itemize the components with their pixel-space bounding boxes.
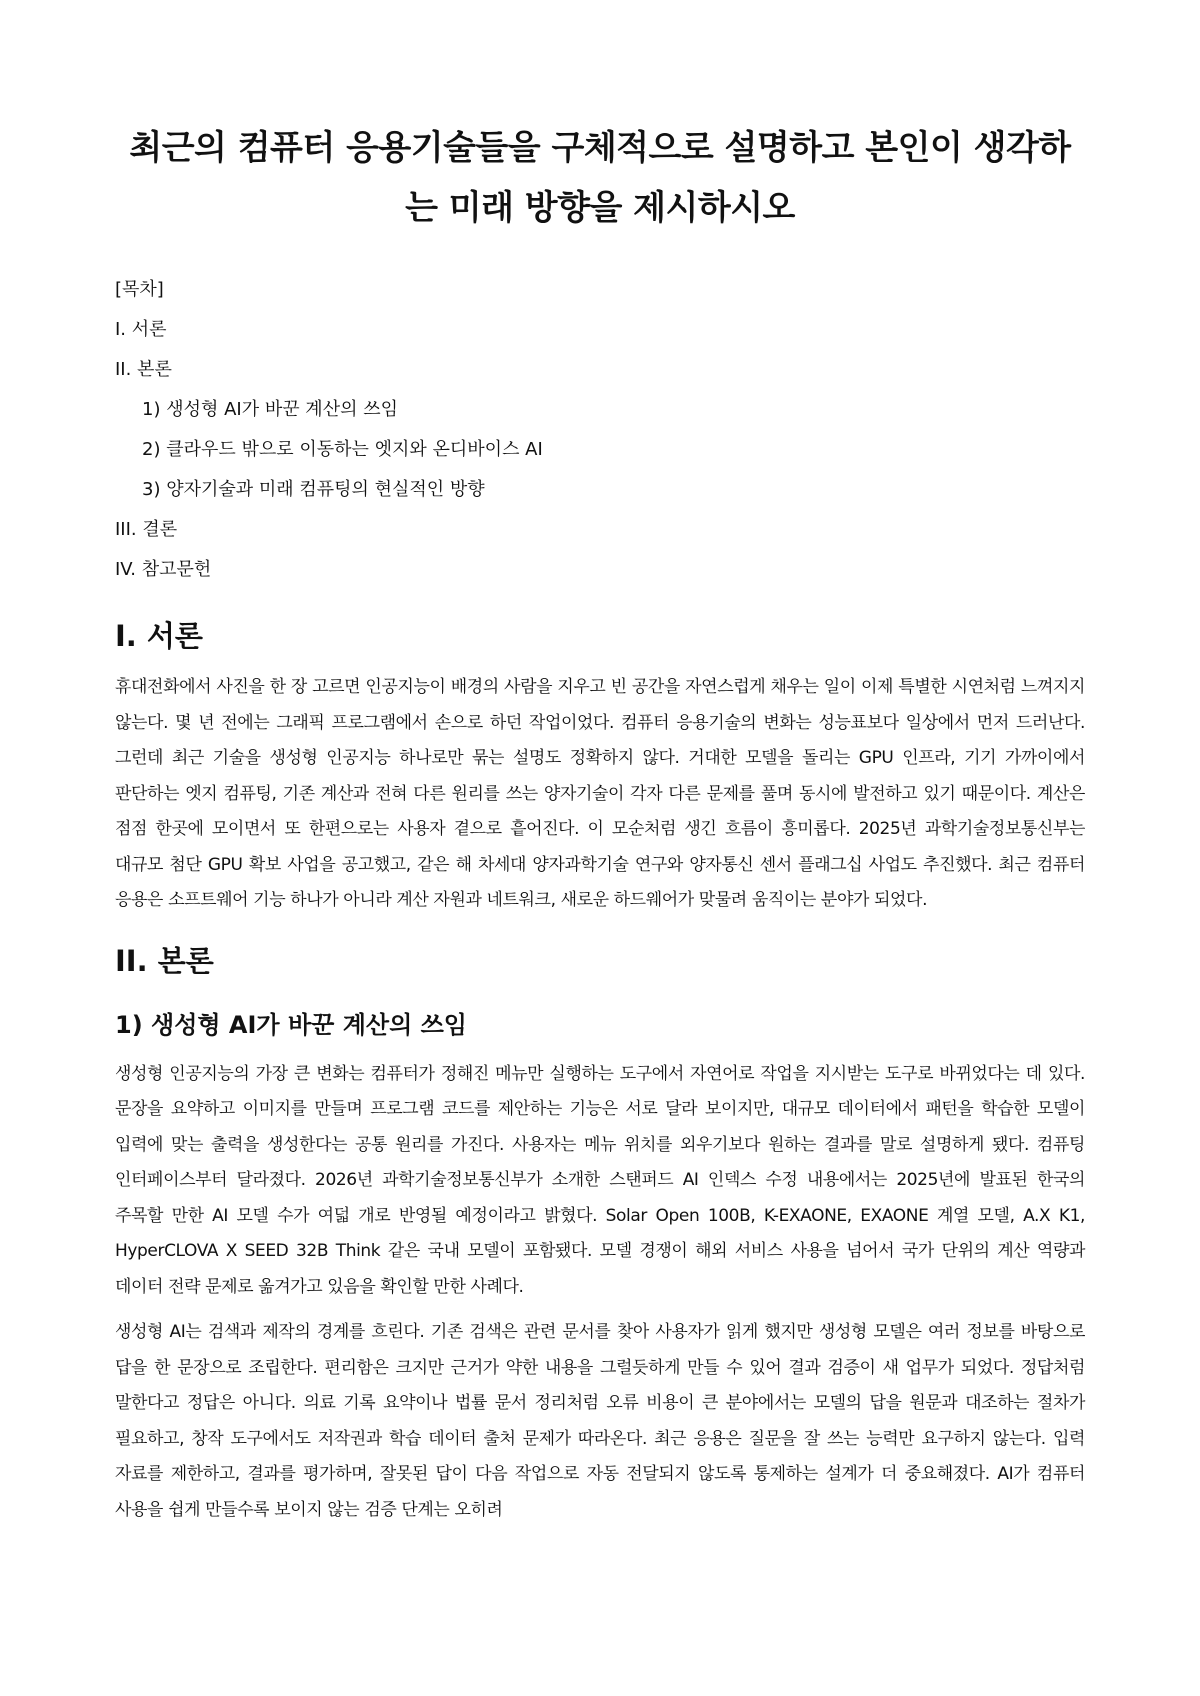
toc-item-intro: I. 서론: [115, 319, 167, 340]
body-heading: II. 본론: [115, 943, 214, 978]
table-of-contents: [115, 270, 1085, 590]
toc-item-body: II. 본론: [115, 359, 172, 380]
toc-heading: [목차]: [115, 279, 164, 300]
section-1-paragraph-1: 생성형 인공지능의 가장 큰 변화는 컴퓨터가 정해진 메뉴만 실행하는 도구에서 자연어로 작업을 지시받는 도구로 바뀌었다는 데 있다. 문장을 요약하고 이미지를 만들며 프로그램 코드를 제안하는 기능은 서로 달라 보이지만, 대규모 데이터에서 패턴을 학습한 모델이 입력에 맞는 출력을 생성한다는 공통 원리를 가진다. 사용자는 메뉴 위치를 외우기보다 원하는 결과를 말로 설명하게 됐다. 컴퓨팅 인터페이스부터 달라졌다. 2026년 과학기술정보통신부가 소개한 스탠퍼드 AI 인덱스 수정 내용에서는 2025년에 발표된 한국의 주목할 만한 AI 모델 수가 여덟 개로 반영될 예정이라고 밝혔다. Solar Open 100B, K-EXAONE, EXAONE 계열 모델, A.X K1, HyperCLOVA X SEED 32B Think 같은 국내 모델이 포함됐다. 모델 경쟁이 해외 서비스 사용을 넘어서 국가 단위의 계산 역량과 데이터 전략 문제로 옮겨가고 있음을 확인할 만한 사례다.: [115, 1063, 1086, 1297]
section-1-paragraph-2: 생성형 AI는 검색과 제작의 경계를 흐린다. 기존 검색은 관련 문서를 찾아 사용자가 읽게 했지만 생성형 모델은 여러 정보를 바탕으로 답을 한 문장으로 조립한다. 편리함은 크지만 근거가 약한 내용을 그럴듯하게 만들 수 있어 결과 검증이 새 업무가 되었다. 정답처럼 말한다고 정답은 아니다. 의료 기록 요약이나 법률 문서 정리처럼 오류 비용이 큰 분야에서는 모델의 답을 원문과 대조하는 절차가 필요하고, 창작 도구에서도 저작권과 학습 데이터 출처 문제가 따라온다. 최근 응용은 질문을 잘 쓰는 능력만 요구하지 않는다. 입력 자료를 제한하고, 결과를 평가하며, 잘못된 답이 다음 작업으로 자동 전달되지 않도록 통제하는 설계가 더 중요해졌다. AI가 컴퓨터 사용을 쉽게 만들수록 보이지 않는 검증 단계는 오히려: [115, 1322, 1086, 1520]
toc-subitem-edge-ai: 2) 클라우드 밖으로 이동하는 엣지와 온디바이스 AI: [142, 439, 543, 460]
intro-heading: I. 서론: [115, 619, 203, 653]
intro-paragraph: 휴대전화에서 사진을 한 장 고르면 인공지능이 배경의 사람을 지우고 빈 공간을 자연스럽게 채우는 일이 이제 특별한 시연처럼 느껴지지 않는다. 몇 년 전에는 그래픽 프로그램에서 손으로 하던 작업이었다. 컴퓨터 응용기술의 변화는 성능표보다 일상에서 먼저 드러난다. 그런데 최근 기술을 생성형 인공지능 하나로만 묶는 설명도 정확하지 않다. 거대한 모델을 돌리는 GPU 인프라, 기기 가까이에서 판단하는 엣지 컴퓨팅, 기존 계산과 전혀 다른 원리를 쓰는 양자기술이 각자 다른 문제를 풀며 동시에 발전하고 있기 때문이다. 계산은 점점 한곳에 모이면서 또 한편으로는 사용자 곁으로 흩어진다. 이 모순처럼 생긴 흐름이 흥미롭다. 2025년 과학기술정보통신부는 대규모 첨단 GPU 확보 사업을 공고했고, 같은 해 차세대 양자과학기술 연구와 양자통신 센서 플래그십 사업도 추진했다. 최근 컴퓨터 응용은 소프트웨어 기능 하나가 아니라 계산 자원과 네트워크, 새로운 하드웨어가 맞물려 움직이는 분야가 되었다.: [115, 677, 1085, 910]
toc-item-conclusion: III. 결론: [115, 519, 178, 540]
toc-subitem-quantum: 3) 양자기술과 미래 컴퓨팅의 현실적인 방향: [142, 479, 485, 500]
section-1-heading: 1) 생성형 AI가 바꾼 계산의 쓰임: [115, 1010, 467, 1039]
toc-item-references: IV. 참고문헌: [115, 559, 212, 580]
document-title: 최근의 컴퓨터 응용기술들을 구체적으로 설명하고 본인이 생각하는 미래 방향을 제시하시오: [129, 128, 1071, 228]
toc-subitem-generative-ai: 1) 생성형 AI가 바꾼 계산의 쓰임: [142, 399, 398, 420]
